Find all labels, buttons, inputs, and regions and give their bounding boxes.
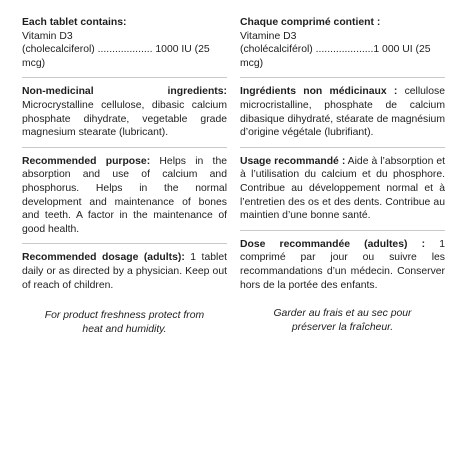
english-label-column [22,16,227,336]
contains-section-en [22,16,227,78]
usage-paragraph-fr [240,155,445,223]
nonmedicinal-heading-fr: Ingrédients non médicinaux : [240,86,398,98]
ingredient-amount-fr: (cholécalciférol) ....................1 000 UI (25 mcg) [240,44,431,69]
nonmedicinal-section-en [22,85,227,147]
nonmedicinal-text-en: Microcrystalline cellulose, dibasic calcium phosphate dihydrate, vegetable grade magnesium stearate (lubricant). [22,99,227,139]
dosage-section-en [22,251,227,299]
dose-heading-fr: Dose recommandée (adultes) : [240,238,426,250]
contains-section-fr [240,16,445,78]
storage-note-en: For product freshness protect from heat and humidity. [44,310,205,335]
purpose-paragraph-en [22,155,227,237]
french-label-column [240,16,445,334]
purpose-text-en: Helps in the absorption and use of calcium and phosphorus. Helps in the normal development and maintenance of bones and teeth. A factor in the maintenance of good health. [22,155,227,235]
purpose-heading-en: Recommended purpose: [22,155,151,167]
nonmedicinal-section-fr [240,85,445,147]
usage-heading-fr: Usage recommandé : [240,155,346,167]
dosage-heading-en: Recommended dosage (adults): [22,252,185,264]
usage-section-fr [240,155,445,231]
contains-heading-en: Each tablet contains: [22,17,127,28]
usage-text-fr: Aide à l’absorption et à l’utilisation du calcium et du phosphore. Contribue au développement normal et à l’entretien des os et des dents. Contribue au maintien d’une bonne santé. [240,155,445,222]
purpose-section-en [22,155,227,245]
ingredient-amount-en: (cholecalciferol) ................... 1000 IU (25 mcg) [22,44,210,69]
contains-heading-fr: Chaque comprimé contient : [240,17,381,28]
nonmedicinal-text-fr: cellulose microcristalline, phosphate de calcium dibasique dihydraté, stéarate de magnésium d’origine végétale (lubrifiant). [240,86,445,139]
nonmedicinal-paragraph-fr [240,85,445,139]
ingredient-name-fr: Vitamine D3 [240,30,297,42]
nonmedicinal-heading-en: Non-medicinal ingredients: [22,86,227,98]
dose-text-fr: 1 comprimé par jour ou suivre les recommandations d’un médecin. Conserver hors de la portée des enfants. [240,238,445,291]
dosage-paragraph-en [22,251,227,292]
nonmedicinal-paragraph-en [22,85,227,139]
ingredient-name-en: Vitamin D3 [22,30,73,42]
dosage-text-en: 1 tablet daily or as directed by a physician. Keep out of reach of children. [22,252,227,291]
dose-section-fr [240,238,445,299]
storage-note-fr: Garder au frais et au sec pour préserver la fraîcheur. [273,308,412,333]
dose-paragraph-fr [240,238,445,292]
